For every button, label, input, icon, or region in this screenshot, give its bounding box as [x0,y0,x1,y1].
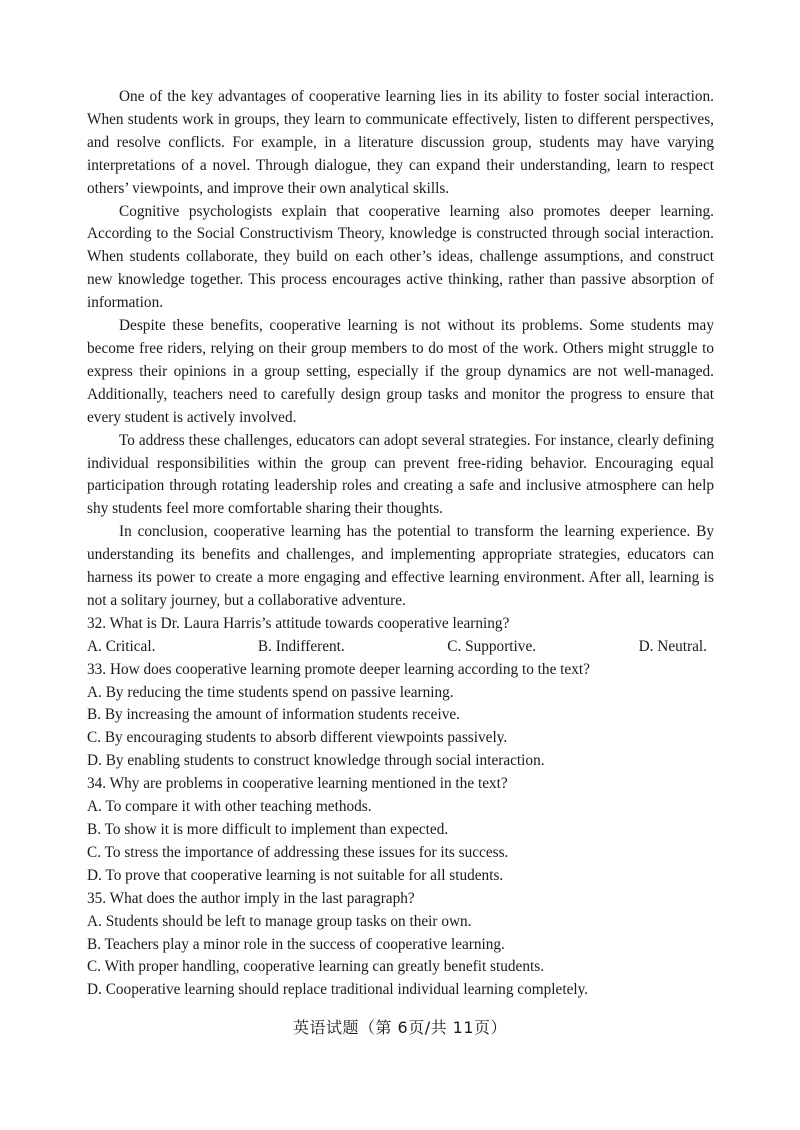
option-d: D. To prove that cooperative learning is not suitable for all students. [87,866,504,884]
reading-passage [87,86,714,613]
question-34 [87,773,714,888]
option-b: B. Teachers play a minor role in the success of cooperative learning. [87,935,505,953]
passage-paragraph-3: Despite these benefits, cooperative learning is not without its problems. Some students may become free riders, relying on their group members to do most of the work. Others might struggle to express their opinions in a group setting, especially if the group dynamics are not well-managed. Additionally, teachers need to carefully design group tasks and monitor the progress to ensure that every student is actively involved. [87,317,714,426]
option-a: A. Students should be left to manage group tasks on their own. [87,912,472,930]
option-b: B. Indifferent. [257,637,345,655]
question-stem: 35. What does the author imply in the last paragraph? [87,889,415,907]
passage-paragraph-5: In conclusion, cooperative learning has the potential to transform the learning experience. By understanding its benefits and challenges, and implementing appropriate strategies, educators can harness its power to create a more engaging and effective learning environment. After all, learning is not a solitary journey, but a collaborative adventure. [87,523,714,609]
question-stem: 34. Why are problems in cooperative learning mentioned in the text? [87,775,508,793]
question-stem: 33. How does cooperative learning promote deeper learning according to the text? [87,660,590,678]
passage-paragraph-4: To address these challenges, educators can adopt several strategies. For instance, clearly defining individual responsibilities within the group can prevent free-riding behavior. Encouraging equal participation through rotating leadership roles and creating a safe and inclusive atmosphere can help shy students feel more comfortable sharing their thoughts. [87,431,714,518]
question-list [87,613,714,1002]
option-c: C. To stress the importance of addressing these issues for its success. [87,843,509,861]
option-d: D. Cooperative learning should replace traditional individual learning completely. [87,981,589,999]
passage-paragraph-1: One of the key advantages of cooperative learning lies in its ability to foster social interaction. When students work in groups, they learn to communicate effectively, listen to different perspectives, and resolve conflicts. For example, in a literature discussion group, students may have varying interpretations of a novel. Through dialogue, they can expand their understanding, learn to respect others’ viewpoints, and improve their own analytical skills. [87,88,714,197]
question-32 [87,613,714,659]
option-a: A. By reducing the time students spend on passive learning. [87,683,454,701]
option-b: B. To show it is more difficult to implement than expected. [87,821,449,838]
page-footer: 英语试题（第 6页/共 11页） [292,1018,508,1037]
option-d: D. Neutral. [638,637,707,655]
question-stem: 32. What is Dr. Laura Harris’s attitude towards cooperative learning? [87,614,510,632]
question-33 [87,659,714,774]
option-d: D. By enabling students to construct knowledge through social interaction. [87,752,545,770]
option-row [87,636,714,659]
option-a: A. To compare it with other teaching methods. [87,798,372,816]
option-c: C. With proper handling, cooperative learning can greatly benefit students. [87,958,545,976]
question-35 [87,888,714,1003]
option-b: B. By increasing the amount of information students receive. [87,706,460,724]
option-c: C. Supportive. [447,637,537,655]
passage-paragraph-2: Cognitive psychologists explain that cooperative learning also promotes deeper learning. According to the Social Constructivism Theory, knowledge is constructed through social interaction. When students collaborate, they build on each other’s ideas, challenge assumptions, and construct new knowledge together. This process encourages active thinking, rather than passive absorption of information. [87,202,714,312]
option-c: C. By encouraging students to absorb different viewpoints passively. [87,729,508,747]
option-a: A. Critical. [87,637,156,655]
